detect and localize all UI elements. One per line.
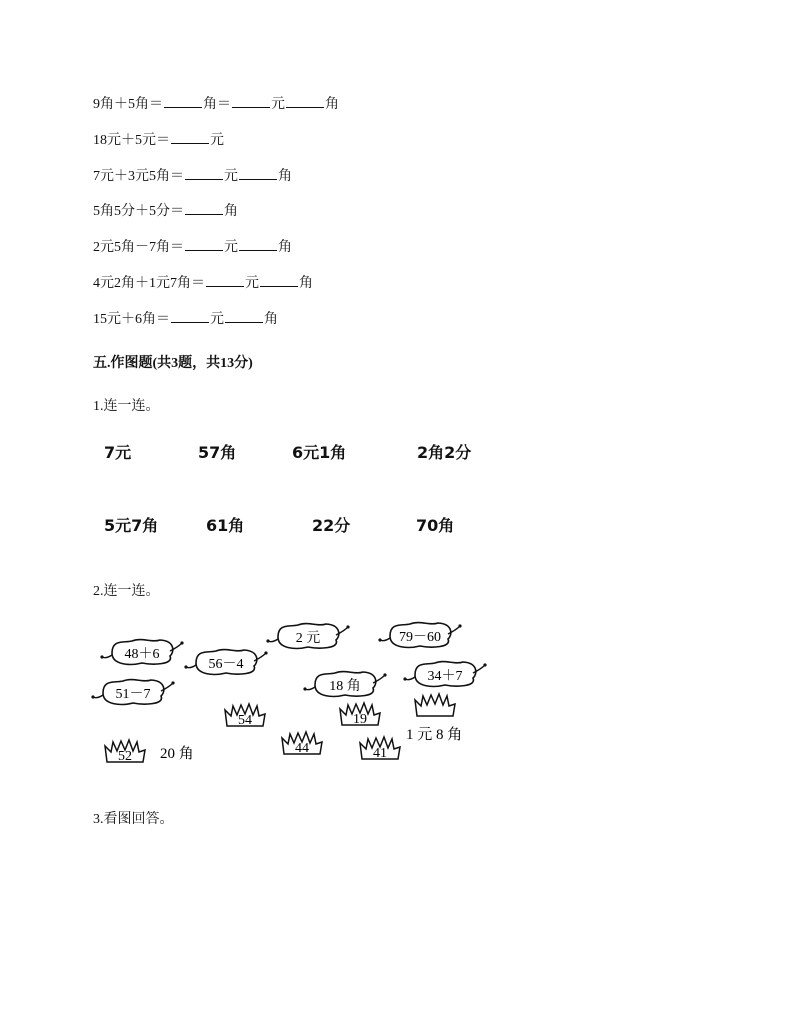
caterpillar-label: 2 元	[295, 631, 321, 646]
answer-blank[interactable]	[286, 93, 324, 108]
answer-blank[interactable]	[185, 236, 223, 251]
caterpillar[interactable]	[378, 623, 461, 648]
equation-text: 9角＋5角＝	[93, 97, 163, 112]
caterpillar-label: 56－4	[208, 657, 244, 672]
equation-text: 18元＋5元＝	[93, 133, 170, 148]
caterpillar[interactable]	[266, 624, 349, 649]
equation-text: 元	[245, 276, 259, 291]
caterpillar[interactable]	[303, 672, 386, 697]
caterpillar-dot	[403, 677, 406, 680]
caterpillar-grass-figure	[90, 612, 510, 777]
match-item[interactable]: 61角	[206, 516, 245, 535]
match-item[interactable]: 70角	[416, 516, 455, 535]
equation-text: 角	[278, 240, 292, 255]
equation-text: 元	[271, 97, 285, 112]
caterpillar[interactable]	[91, 680, 174, 705]
equation-text: 4元2角＋1元7角＝	[93, 276, 205, 291]
question-1-title: 1.连一连。	[93, 399, 160, 414]
grass-tuft[interactable]	[360, 737, 400, 761]
equation-text: 元	[224, 169, 238, 184]
grass-tuft[interactable]	[282, 732, 322, 756]
caterpillar-dot	[378, 638, 381, 641]
match-item[interactable]: 7元	[104, 443, 132, 462]
answer-blank[interactable]	[185, 165, 223, 180]
match-item[interactable]: 6元1角	[292, 443, 347, 462]
equation-2	[93, 129, 224, 149]
match-item[interactable]: 57角	[198, 443, 237, 462]
equation-text: 角	[299, 276, 313, 291]
grass-label: 54	[238, 713, 252, 728]
grass-tuft[interactable]	[105, 740, 145, 764]
caterpillar-dot	[303, 687, 306, 690]
equation-6	[93, 272, 313, 292]
equation-text: 15元＋6角＝	[93, 312, 170, 327]
caterpillar[interactable]	[100, 640, 183, 665]
answer-blank[interactable]	[171, 129, 209, 144]
answer-blank[interactable]	[239, 165, 277, 180]
equation-text: 元	[210, 312, 224, 327]
equation-text: 2元5角－7角＝	[93, 240, 184, 255]
answer-blank[interactable]	[232, 93, 270, 108]
grass-label: 41	[373, 746, 387, 761]
equation-4	[93, 200, 238, 220]
grass-tuft[interactable]	[340, 703, 380, 727]
caterpillar-label: 34＋7	[427, 669, 463, 684]
caterpillar[interactable]	[403, 662, 486, 687]
caterpillar-label: 51－7	[115, 687, 151, 702]
caterpillar-dot	[91, 695, 94, 698]
label-group	[160, 726, 462, 762]
caterpillar-dot	[483, 663, 486, 666]
grass-tuft[interactable]	[225, 704, 265, 728]
match-item[interactable]: 5元7角	[104, 516, 159, 535]
answer-blank[interactable]	[239, 236, 277, 251]
caterpillar-label: 48＋6	[124, 647, 160, 662]
answer-blank[interactable]	[171, 308, 209, 323]
caterpillar-dot	[180, 641, 183, 644]
caterpillar[interactable]	[184, 650, 267, 675]
caterpillar-dot	[264, 651, 267, 654]
match-item[interactable]: 2角2分	[417, 443, 472, 462]
equation-3	[93, 165, 292, 185]
money-label[interactable]: 20 角	[160, 746, 194, 762]
section-heading: 五.作图题(共3题，共13分)	[93, 356, 253, 371]
equation-text: 7元＋3元5角＝	[93, 169, 184, 184]
match-item[interactable]: 22分	[312, 516, 351, 535]
caterpillar-dot	[266, 639, 269, 642]
equation-text: 角	[224, 204, 238, 219]
caterpillar-dot	[184, 665, 187, 668]
grass-group	[105, 694, 455, 764]
question-3-title: 3.看图回答。	[93, 812, 174, 827]
caterpillar-dot	[346, 625, 349, 628]
caterpillar-label: 79－60	[399, 630, 441, 645]
equation-text: 5角5分＋5分＝	[93, 204, 184, 219]
question-2-title: 2.连一连。	[93, 584, 160, 599]
caterpillar-dot	[383, 673, 386, 676]
equation-text: 角	[278, 169, 292, 184]
grass-label: 44	[295, 741, 309, 756]
grass-outline	[415, 694, 455, 716]
equation-text: 角	[325, 97, 339, 112]
caterpillar-dot	[100, 655, 103, 658]
equation-text: 角	[264, 312, 278, 327]
grass-tuft[interactable]	[415, 694, 455, 716]
answer-blank[interactable]	[185, 200, 223, 215]
answer-blank[interactable]	[164, 93, 202, 108]
equation-text: 元	[224, 240, 238, 255]
answer-blank[interactable]	[225, 308, 263, 323]
equation-1	[93, 93, 339, 113]
equation-text: 元	[210, 133, 224, 148]
money-label[interactable]: 1 元 8 角	[406, 727, 463, 743]
equation-7	[93, 308, 278, 328]
equation-5	[93, 236, 292, 256]
grass-label: 52	[118, 749, 132, 764]
caterpillar-dot	[171, 681, 174, 684]
caterpillar-group	[91, 623, 486, 705]
answer-blank[interactable]	[206, 272, 244, 287]
caterpillar-label: 18 角	[329, 679, 361, 694]
equation-text: 角＝	[203, 97, 231, 112]
grass-label: 19	[353, 712, 367, 727]
answer-blank[interactable]	[260, 272, 298, 287]
caterpillar-dot	[458, 624, 461, 627]
